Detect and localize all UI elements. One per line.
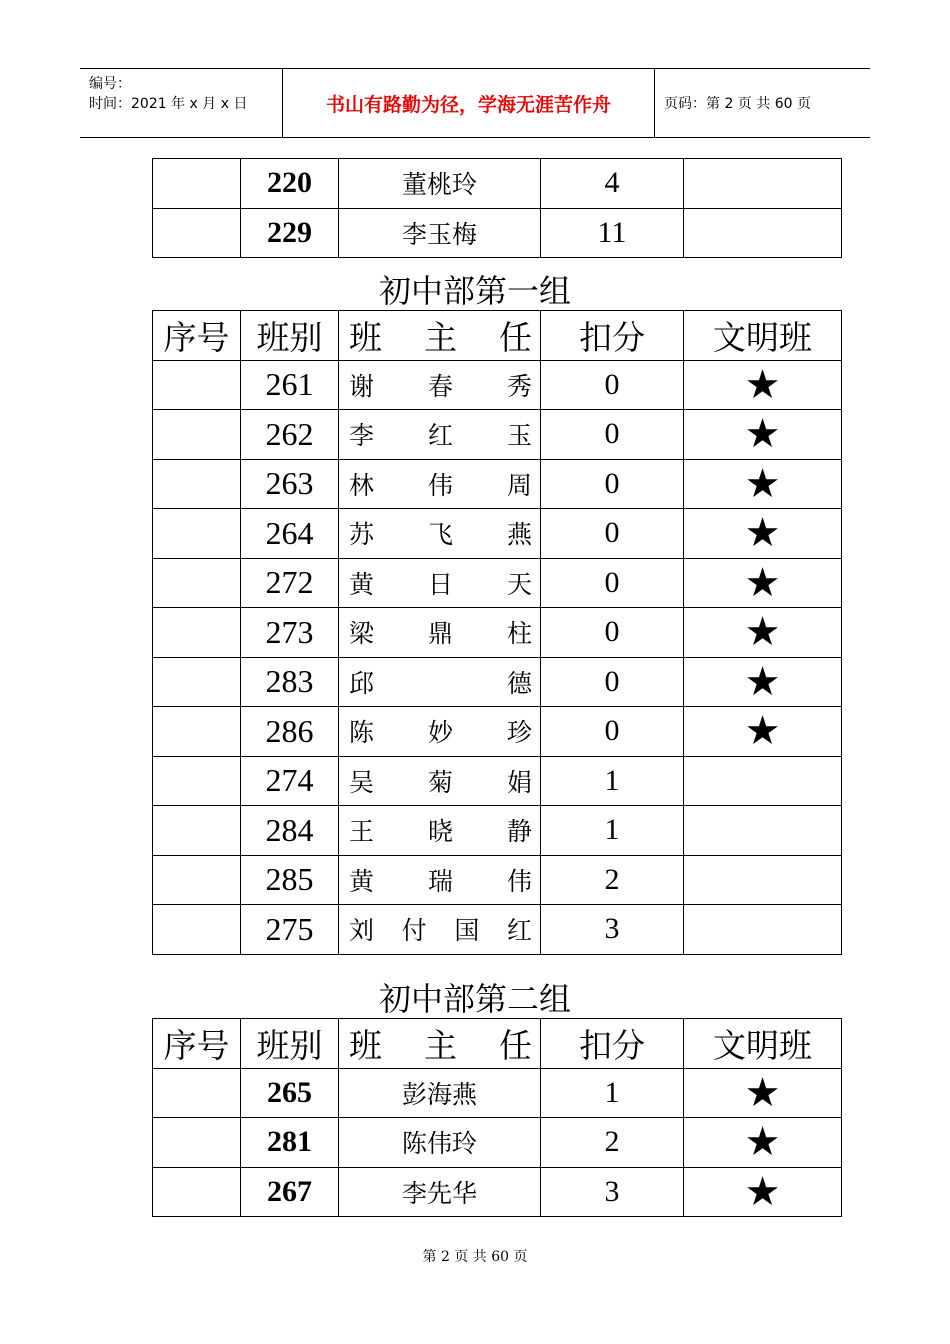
row-star <box>684 707 842 757</box>
row-teacher <box>339 905 541 955</box>
row-class <box>241 1068 339 1118</box>
deduction-score: 0 <box>604 565 620 599</box>
teacher-name-char: 春 <box>427 371 453 401</box>
row-class <box>241 208 339 258</box>
row-star <box>684 657 842 707</box>
header-star <box>684 311 842 361</box>
teacher-name <box>339 812 540 848</box>
row-score <box>541 410 684 460</box>
row-class <box>241 608 339 658</box>
row-score <box>541 905 684 955</box>
header-index-label: 序号 <box>163 317 230 357</box>
class-number: 275 <box>265 910 314 947</box>
row-teacher <box>339 159 541 209</box>
header-class-label: 班别 <box>256 317 323 357</box>
teacher-name-char: 林 <box>349 470 375 500</box>
row-star <box>684 855 842 905</box>
row-class <box>241 756 339 806</box>
table-row <box>153 1118 842 1168</box>
row-class <box>241 855 339 905</box>
row-star <box>684 756 842 806</box>
row-class <box>241 905 339 955</box>
group1-table <box>152 310 842 955</box>
civilized-class-star-icon: ★ <box>744 460 781 507</box>
teacher-name-char: 红 <box>506 916 532 946</box>
row-score <box>541 855 684 905</box>
header-teacher-char: 主 <box>424 1025 457 1065</box>
header-score-label: 扣分 <box>579 1025 645 1065</box>
civilized-class-star-icon: ★ <box>744 361 781 408</box>
teacher-name: 董桃玲 <box>401 170 477 200</box>
row-teacher <box>339 608 541 658</box>
row-star <box>684 905 842 955</box>
row-score <box>541 707 684 757</box>
deduction-score: 3 <box>604 1174 620 1208</box>
class-number: 261 <box>265 366 314 403</box>
teacher-name-char: 黄 <box>349 569 375 599</box>
teacher-name-char: 晓 <box>427 817 453 847</box>
table-row <box>153 806 842 856</box>
teacher-name: 陈伟玲 <box>401 1129 477 1159</box>
teacher-name <box>339 367 540 403</box>
date-label: 时间：2021 年 x 月 x 日 <box>89 96 248 112</box>
table-row <box>153 410 842 460</box>
teacher-name-char: 王 <box>349 817 375 847</box>
row-class <box>241 410 339 460</box>
table-row <box>153 1068 842 1118</box>
group1-title: 初中部第一组 <box>378 272 571 310</box>
row-star <box>684 1118 842 1168</box>
row-star <box>684 410 842 460</box>
header-teacher-char: 任 <box>499 1025 532 1065</box>
deduction-score: 2 <box>604 1125 620 1159</box>
row-score <box>541 1118 684 1168</box>
teacher-name: 李先华 <box>401 1178 477 1208</box>
row-class <box>241 657 339 707</box>
teacher-name-char: 梁 <box>349 619 375 649</box>
row-score <box>541 1068 684 1118</box>
row-teacher <box>339 806 541 856</box>
deduction-score: 1 <box>604 1075 620 1109</box>
row-score <box>541 360 684 410</box>
row-index <box>153 1118 241 1168</box>
row-teacher <box>339 657 541 707</box>
row-star <box>684 509 842 559</box>
row-class <box>241 806 339 856</box>
deduction-score: 0 <box>604 417 620 451</box>
teacher-name-char: 妙 <box>427 718 453 748</box>
teacher-name-char: 静 <box>506 817 532 847</box>
teacher-name-char: 燕 <box>506 520 532 550</box>
row-score <box>541 608 684 658</box>
header-teacher-char: 班 <box>349 1025 382 1065</box>
row-star <box>684 1068 842 1118</box>
row-class <box>241 360 339 410</box>
teacher-name <box>339 911 540 947</box>
civilized-class-star-icon: ★ <box>744 1119 781 1166</box>
header-page-info: 页码：第 2 页 共 60 页 <box>664 96 811 112</box>
teacher-name-char: 鼎 <box>427 619 453 649</box>
deduction-score: 0 <box>604 714 620 748</box>
deduction-score: 0 <box>604 664 620 698</box>
class-number: 283 <box>265 663 314 700</box>
deduction-score: 2 <box>604 862 620 896</box>
class-number: 273 <box>265 613 314 650</box>
civilized-class-star-icon: ★ <box>744 411 781 458</box>
teacher-name-char: 吴 <box>349 767 375 797</box>
row-score <box>541 657 684 707</box>
header-star <box>684 1019 842 1069</box>
class-number: 229 <box>267 215 312 249</box>
table-row <box>153 509 842 559</box>
row-score <box>541 558 684 608</box>
row-star <box>684 558 842 608</box>
row-star <box>684 608 842 658</box>
teacher-name-char: 谢 <box>349 371 375 401</box>
class-number: 274 <box>265 762 314 799</box>
header-class <box>241 311 339 361</box>
deduction-score: 0 <box>604 466 620 500</box>
teacher-name-char: 日 <box>427 569 453 599</box>
teacher-name-char: 飞 <box>427 520 453 550</box>
teacher-name-char: 玉 <box>506 421 532 451</box>
row-index <box>153 608 241 658</box>
teacher-name-char: 伟 <box>427 470 453 500</box>
teacher-name: 李玉梅 <box>401 219 477 249</box>
deduction-score: 1 <box>604 813 620 847</box>
class-number: 281 <box>267 1125 312 1159</box>
teacher-name-char: 黄 <box>349 866 375 896</box>
header-class <box>241 1019 339 1069</box>
class-number: 272 <box>265 564 314 601</box>
teacher-name <box>339 565 540 601</box>
table-row <box>153 657 842 707</box>
row-index <box>153 905 241 955</box>
teacher-name: 彭海燕 <box>401 1079 477 1109</box>
teacher-name-char: 苏 <box>349 520 375 550</box>
row-score <box>541 1167 684 1217</box>
teacher-name-char: 珍 <box>506 718 532 748</box>
header-teacher-char: 班 <box>349 317 382 357</box>
civilized-class-star-icon: ★ <box>744 658 781 705</box>
row-class <box>241 1167 339 1217</box>
teacher-name <box>339 614 540 650</box>
teacher-name-char: 柱 <box>506 619 532 649</box>
teacher-name-char: 德 <box>506 668 532 698</box>
row-class <box>241 707 339 757</box>
teacher-name <box>339 763 540 799</box>
row-score <box>541 459 684 509</box>
teacher-name <box>339 713 540 749</box>
civilized-class-star-icon: ★ <box>744 1168 781 1215</box>
teacher-name-char: 李 <box>349 421 375 451</box>
table-row <box>153 855 842 905</box>
teacher-name-char: 刘 <box>349 916 375 946</box>
group2-table <box>152 1018 842 1217</box>
teacher-name-char: 娟 <box>506 767 532 797</box>
deduction-score: 0 <box>604 367 620 401</box>
continuation-table <box>152 158 842 258</box>
civilized-class-star-icon: ★ <box>744 559 781 606</box>
table-row <box>153 905 842 955</box>
civilized-class-star-icon: ★ <box>744 708 781 755</box>
teacher-name <box>339 466 540 502</box>
row-teacher <box>339 459 541 509</box>
row-score <box>541 756 684 806</box>
row-teacher <box>339 558 541 608</box>
header-score-label: 扣分 <box>579 317 645 357</box>
civilized-class-star-icon: ★ <box>744 609 781 656</box>
table-header-row <box>153 1019 842 1069</box>
row-teacher <box>339 1068 541 1118</box>
row-index <box>153 806 241 856</box>
row-star <box>684 208 842 258</box>
table-row <box>153 159 842 209</box>
row-index <box>153 410 241 460</box>
table-header-row <box>153 311 842 361</box>
header-star-label: 文明班 <box>713 1025 812 1065</box>
class-number: 267 <box>267 1174 312 1208</box>
row-teacher <box>339 707 541 757</box>
teacher-name-char: 瑞 <box>427 866 453 896</box>
header-class-label: 班别 <box>256 1025 323 1065</box>
row-star <box>684 459 842 509</box>
row-index <box>153 509 241 559</box>
class-number: 263 <box>265 465 314 502</box>
row-class <box>241 459 339 509</box>
deduction-score: 4 <box>604 166 620 200</box>
header-teacher-char: 任 <box>499 317 532 357</box>
civilized-class-star-icon: ★ <box>744 510 781 557</box>
page-header <box>80 68 870 138</box>
table-row <box>153 756 842 806</box>
row-teacher <box>339 509 541 559</box>
row-teacher <box>339 855 541 905</box>
row-index <box>153 159 241 209</box>
row-star <box>684 1167 842 1217</box>
row-score <box>541 208 684 258</box>
row-teacher <box>339 360 541 410</box>
row-star <box>684 806 842 856</box>
row-teacher <box>339 1118 541 1168</box>
row-class <box>241 159 339 209</box>
row-index <box>153 558 241 608</box>
header-meta <box>80 69 283 137</box>
deduction-score: 1 <box>604 763 620 797</box>
header-score <box>541 311 684 361</box>
row-class <box>241 558 339 608</box>
row-index <box>153 459 241 509</box>
row-index <box>153 657 241 707</box>
header-index-label: 序号 <box>163 1025 230 1065</box>
teacher-name-char: 国 <box>454 916 480 946</box>
teacher-name-char: 秀 <box>506 371 532 401</box>
row-index <box>153 707 241 757</box>
row-index <box>153 360 241 410</box>
group2-title: 初中部第二组 <box>378 980 571 1018</box>
row-score <box>541 806 684 856</box>
deduction-score: 11 <box>597 215 627 249</box>
teacher-name-char: 邱 <box>349 668 375 698</box>
row-class <box>241 509 339 559</box>
table-row <box>153 1167 842 1217</box>
row-score <box>541 509 684 559</box>
row-star <box>684 360 842 410</box>
teacher-name-char: 菊 <box>427 767 453 797</box>
table-row <box>153 608 842 658</box>
header-teacher-label <box>339 1020 540 1067</box>
class-number: 262 <box>265 415 314 452</box>
row-index <box>153 1068 241 1118</box>
class-number: 264 <box>265 514 314 551</box>
header-teacher <box>339 1019 541 1069</box>
header-index <box>153 311 241 361</box>
teacher-name-char: 伟 <box>506 866 532 896</box>
row-teacher <box>339 208 541 258</box>
table-row <box>153 360 842 410</box>
page-footer: 第 2 页 共 60 页 <box>422 1249 528 1265</box>
table-row <box>153 558 842 608</box>
header-teacher <box>339 311 541 361</box>
class-number: 285 <box>265 861 314 898</box>
teacher-name-char: 付 <box>401 916 427 946</box>
row-teacher <box>339 410 541 460</box>
civilized-class-star-icon: ★ <box>744 1069 781 1116</box>
deduction-score: 3 <box>604 912 620 946</box>
row-teacher <box>339 756 541 806</box>
teacher-name-char: 陈 <box>349 718 375 748</box>
teacher-name-char: 周 <box>506 470 532 500</box>
table-row <box>153 707 842 757</box>
row-index <box>153 208 241 258</box>
class-number: 220 <box>267 166 312 200</box>
row-index <box>153 1167 241 1217</box>
deduction-score: 0 <box>604 615 620 649</box>
header-teacher-label <box>339 312 540 359</box>
row-score <box>541 159 684 209</box>
table-row <box>153 459 842 509</box>
header-motto: 书山有路勤为径，学海无涯苦作舟 <box>283 69 655 137</box>
header-teacher-char: 主 <box>424 317 457 357</box>
header-star-label: 文明班 <box>713 317 812 357</box>
teacher-name-char: 红 <box>427 421 453 451</box>
row-index <box>153 756 241 806</box>
row-star <box>684 159 842 209</box>
header-score <box>541 1019 684 1069</box>
row-teacher <box>339 1167 541 1217</box>
table-row <box>153 208 842 258</box>
class-number: 286 <box>265 712 314 749</box>
number-label: 编号： <box>89 76 131 92</box>
teacher-name <box>339 664 540 700</box>
row-index <box>153 855 241 905</box>
teacher-name-char: 天 <box>506 569 532 599</box>
header-index <box>153 1019 241 1069</box>
teacher-name <box>339 416 540 452</box>
teacher-name <box>339 862 540 898</box>
row-class <box>241 1118 339 1168</box>
class-number: 265 <box>267 1075 312 1109</box>
class-number: 284 <box>265 811 314 848</box>
teacher-name <box>339 515 540 551</box>
deduction-score: 0 <box>604 516 620 550</box>
